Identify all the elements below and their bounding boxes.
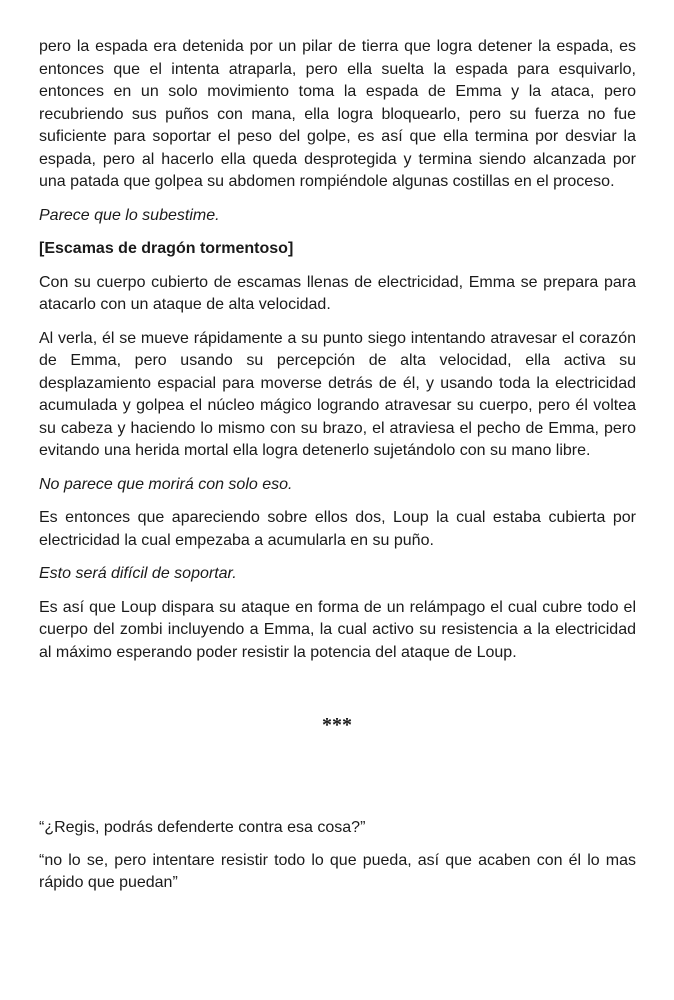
- paragraph-5: Es así que Loup dispara su ataque en forma de un relámpago el cual cubre todo el cuerpo del zombi incluyendo a Emma, la cual activo su resistencia a la electricidad al máximo esperando poder resistir la potencia del ataque de Loup.: [39, 598, 636, 661]
- section-heading: [Escamas de dragón tormentoso]: [39, 240, 294, 257]
- paragraph-2: Con su cuerpo cubierto de escamas llenas de electricidad, Emma se prepara para atacarlo con un ataque de alta velocidad.: [39, 273, 636, 313]
- thought-2: No parece que morirá con solo eso.: [39, 475, 293, 493]
- document-body: [39, 36, 636, 675]
- dialogue-line-2: “no lo se, pero intentare resistir todo lo que pueda, así que acaben con él lo mas rápido que puedan”: [39, 851, 636, 891]
- thought-3: Esto será difícil de soportar.: [39, 565, 237, 582]
- paragraph-1: pero la espada era detenida por un pilar de tierra que logra detener la espada, es entonces que el intenta atraparla, pero ella suelta la espada para esquivarlo, entonces en un solo movimiento toma la espada de Emma y la ataca, pero recubriendo sus puños con mana, ella logra bloquearlo, pero su fuerza no fue suficiente para soportar el peso del golpe, es así que ella termina por desviar la espada, pero al hacerlo ella queda desprotegida y termina siendo alcanzada por una patada que golpea su abdomen rompiéndole algunas costillas en el proceso.: [39, 38, 636, 190]
- paragraph-3: Al verla, él se mueve rápidamente a su punto siego intentando atravesar el corazón de Emma, pero usando su percepción de alta velocidad, ella activa su desplazamiento espacial para moverse detrás de él, y usando toda la electricidad acumulada y golpea el núcleo mágico logrando atravesar su cuerpo, pero él voltea su cabeza y haciendo lo mismo con su brazo, el atraviesa el pecho de Emma, pero evitando una herida mortal ella logra detenerlo sujetándolo con su mano libre.: [39, 329, 636, 459]
- paragraph-4: Es entonces que apareciendo sobre ellos dos, Loup la cual estaba cubierta por electricidad la cual empezaba a acumularla en su puño.: [39, 509, 636, 549]
- scene-separator: ***: [322, 714, 352, 736]
- dialogue-block: [39, 817, 636, 905]
- dialogue-line-1: “¿Regis, podrás defenderte contra esa cosa?”: [39, 819, 366, 836]
- thought-1: Parece que lo subestime.: [39, 206, 220, 224]
